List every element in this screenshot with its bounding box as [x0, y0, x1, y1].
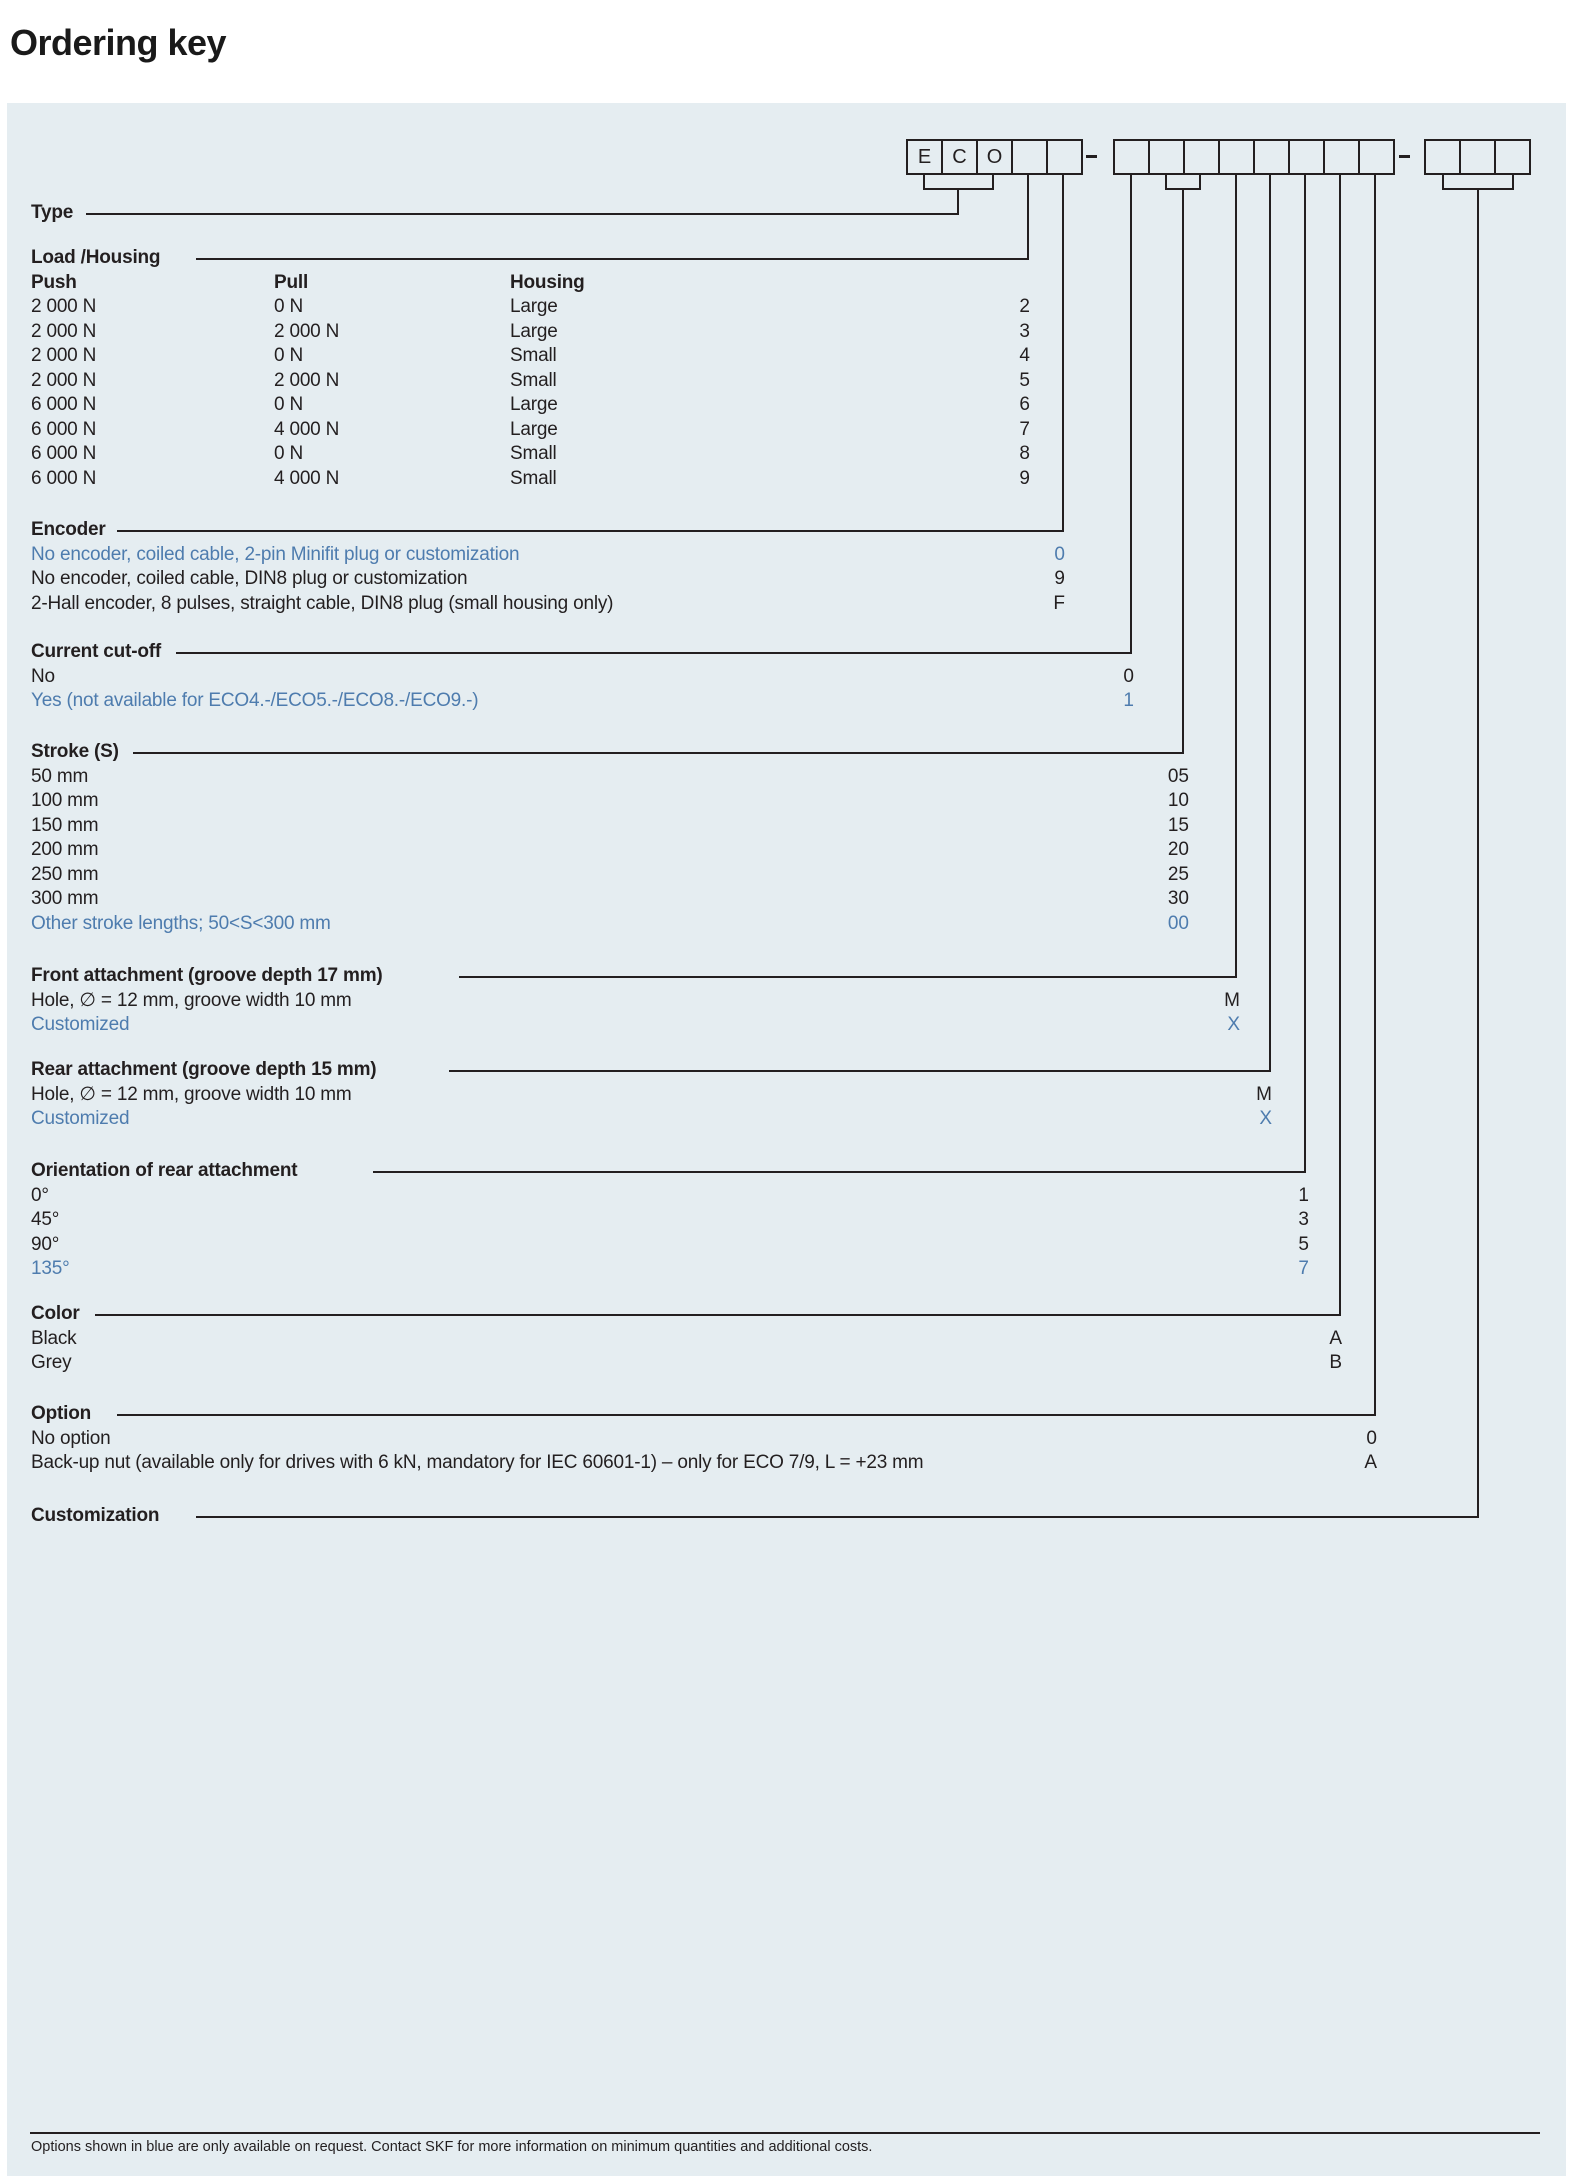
code-value: B [1329, 1352, 1342, 1373]
table-cell-pull: 4 000 N [274, 418, 340, 440]
code-value: 0 [1366, 1427, 1377, 1449]
page-title: Ordering key [10, 22, 227, 63]
option-row: Customized [31, 1108, 130, 1129]
code-value: M [1224, 989, 1240, 1011]
code-value: 3 [1019, 320, 1030, 342]
front-attachment-line [459, 976, 1237, 978]
section-label: Front attachment (groove depth 17 mm) [31, 965, 383, 986]
table-cell-housing: Large [510, 394, 558, 415]
section-label: Type [31, 202, 74, 223]
section-label: Option [31, 1403, 92, 1424]
footnote-text: Options shown in blue are only available on request. Contact SKF for more information on minimum quantities and additional costs. [31, 2139, 873, 2155]
load-housing-connector [1027, 175, 1029, 258]
table-column-header: Push [31, 271, 77, 293]
table-cell-housing: Large [510, 418, 558, 440]
code-value: 4 [1019, 345, 1030, 366]
option-row: Customized [31, 1014, 130, 1035]
code-value: 7 [1298, 1258, 1309, 1279]
section-load_housing [31, 246, 585, 491]
code-value: X [1227, 1014, 1240, 1035]
code-value: A [1329, 1327, 1342, 1349]
separator-dash [1399, 155, 1410, 158]
code-value: 8 [1019, 443, 1030, 464]
code-column [1307, 1427, 1377, 1476]
code-value: 6 [1019, 394, 1030, 415]
table-column-header: Housing [510, 271, 585, 293]
code-box-cell [1148, 139, 1185, 175]
section-label: Load /Housing [31, 247, 161, 268]
code-value: 05 [1167, 765, 1189, 787]
color-line [95, 1314, 1341, 1316]
code-box-group1 [906, 139, 1083, 175]
option-row: 45° [31, 1209, 60, 1230]
orientation-line [373, 1171, 1306, 1173]
code-value: 9 [1054, 568, 1065, 589]
table-cell-housing: Small [510, 467, 557, 489]
orientation-connector [1304, 175, 1306, 1171]
code-value: A [1364, 1452, 1377, 1473]
table-row [31, 393, 558, 418]
section-customization [31, 1504, 159, 1529]
type-bracket-tick [992, 175, 994, 189]
code-value: 00 [1167, 912, 1189, 934]
option-connector [1374, 175, 1376, 1414]
code-box-cell: C [941, 139, 978, 175]
code-box-cell [1494, 139, 1531, 175]
code-value: 0 [1054, 543, 1065, 565]
option-row: Back-up nut (available only for drives with 6 kN, mandatory for IEC 60601-1) – only for ECO 7/9, L = +23 mm [31, 1452, 924, 1473]
option-row: 100 mm [31, 790, 99, 811]
code-box-cell [1424, 139, 1461, 175]
option-row: No encoder, coiled cable, DIN8 plug or customization [31, 568, 468, 589]
customization-stem [1477, 188, 1479, 1516]
table-cell-housing: Small [510, 443, 557, 464]
option-row: 90° [31, 1233, 60, 1255]
table-row [31, 344, 557, 369]
table-cell-push: 6 000 N [31, 394, 97, 415]
code-box-cell [1046, 139, 1083, 175]
separator-dash [1086, 155, 1097, 158]
option-row: 50 mm [31, 765, 89, 787]
option-row: Black [31, 1327, 77, 1349]
table-cell-housing: Small [510, 369, 557, 391]
table-cell-pull: 0 N [274, 296, 303, 317]
type-stem [957, 188, 959, 213]
option-row: Hole, ∅ = 12 mm, groove width 10 mm [31, 989, 352, 1011]
code-box-cell [1459, 139, 1496, 175]
table-row [31, 467, 557, 492]
section-color [31, 1302, 80, 1376]
code-box-cell [1113, 139, 1150, 175]
code-column [960, 295, 1030, 491]
option-row: No encoder, coiled cable, 2-pin Minifit plug or customization [31, 543, 520, 565]
footnote-rule [30, 2132, 1540, 2134]
load-housing-line [196, 258, 1029, 260]
stroke-stem [1182, 188, 1184, 752]
code-value: 25 [1167, 863, 1189, 885]
code-value: 1 [1298, 1184, 1309, 1206]
rear-attachment-line [449, 1070, 1271, 1072]
table-cell-pull: 2 000 N [274, 369, 340, 391]
table-row [31, 442, 557, 467]
option-row: 300 mm [31, 888, 99, 909]
code-box-cell [1288, 139, 1325, 175]
code-value: 1 [1123, 690, 1134, 711]
option-row: Other stroke lengths; 50<S<300 mm [31, 912, 331, 934]
customization-bracket-tick [1512, 175, 1514, 189]
code-box-cell [1011, 139, 1048, 175]
section-front_attachment [31, 964, 383, 1038]
table-header-row [31, 271, 585, 296]
code-column [995, 543, 1065, 617]
section-label: Orientation of rear attachment [31, 1160, 298, 1181]
code-box-group2 [1113, 139, 1395, 175]
type-line [86, 213, 959, 215]
option-row: 2-Hall encoder, 8 pulses, straight cable, DIN8 plug (small housing only) [31, 592, 614, 614]
code-column [1239, 1184, 1309, 1282]
code-box-cell [1323, 139, 1360, 175]
table-cell-push: 6 000 N [31, 443, 97, 464]
section-label: Color [31, 1303, 80, 1324]
option-row: 200 mm [31, 839, 99, 860]
table-column-header: Pull [274, 271, 309, 293]
code-value: F [1053, 592, 1065, 614]
code-value: 5 [1298, 1233, 1309, 1255]
code-box-group3 [1424, 139, 1531, 175]
code-box-cell: E [906, 139, 943, 175]
table-cell-housing: Large [510, 320, 558, 342]
code-box-cell: O [976, 139, 1013, 175]
code-column [1202, 1083, 1272, 1132]
section-label: Encoder [31, 519, 106, 540]
table-row [31, 418, 558, 443]
stroke-bracket-tick [1199, 175, 1201, 189]
option-row: Grey [31, 1352, 72, 1373]
code-column [1272, 1327, 1342, 1376]
table-cell-push: 6 000 N [31, 467, 97, 489]
code-value: 15 [1167, 814, 1189, 836]
code-value: 5 [1019, 369, 1030, 391]
code-value: X [1259, 1108, 1272, 1129]
option-row: Hole, ∅ = 12 mm, groove width 10 mm [31, 1083, 352, 1105]
rear-attachment-connector [1269, 175, 1271, 1070]
table-row [31, 369, 557, 394]
option-row: 150 mm [31, 814, 99, 836]
table-cell-housing: Large [510, 296, 558, 317]
section-rear_attachment [31, 1058, 376, 1132]
section-option [31, 1402, 923, 1476]
section-label: Customization [31, 1505, 160, 1526]
code-box-cell [1253, 139, 1290, 175]
front-attachment-connector [1235, 175, 1237, 976]
table-cell-pull: 2 000 N [274, 320, 340, 342]
table-row [31, 320, 558, 345]
code-column [1119, 765, 1189, 937]
code-column [1064, 665, 1134, 714]
option-row: 250 mm [31, 863, 99, 885]
current-cutoff-connector [1130, 175, 1132, 652]
customization-bracket-tick [1442, 175, 1444, 189]
section-stroke [31, 740, 331, 936]
code-value: 9 [1019, 467, 1030, 489]
code-value: M [1256, 1083, 1272, 1105]
section-orientation [31, 1159, 297, 1282]
table-row [31, 295, 558, 320]
table-cell-push: 2 000 N [31, 296, 97, 317]
code-value: 7 [1019, 418, 1030, 440]
section-label: Stroke (S) [31, 741, 119, 762]
table-cell-housing: Small [510, 345, 557, 366]
code-column [1170, 989, 1240, 1038]
code-value: 20 [1167, 839, 1189, 860]
section-label: Current cut-off [31, 641, 161, 662]
stroke-bracket-tick [1165, 175, 1167, 189]
option-row: No [31, 665, 55, 687]
ordering-key-panel [7, 103, 1566, 2176]
option-row: Yes (not available for ECO4.-/ECO5.-/ECO8.-/ECO9.-) [31, 690, 479, 711]
code-box-cell [1218, 139, 1255, 175]
code-value: 2 [1019, 296, 1030, 317]
code-value: 10 [1167, 790, 1189, 811]
section-label: Rear attachment (groove depth 15 mm) [31, 1059, 377, 1080]
customization-line [196, 1516, 1479, 1518]
section-encoder [31, 518, 613, 616]
table-cell-pull: 0 N [274, 394, 303, 415]
code-value: 3 [1298, 1209, 1309, 1230]
section-current_cutoff [31, 640, 478, 714]
option-row: 135° [31, 1258, 70, 1279]
table-cell-pull: 4 000 N [274, 467, 340, 489]
code-value: 0 [1123, 665, 1134, 687]
code-box-cell [1358, 139, 1395, 175]
option-row: 0° [31, 1184, 49, 1206]
table-cell-push: 2 000 N [31, 369, 97, 391]
code-value: 30 [1167, 888, 1189, 909]
table-cell-push: 2 000 N [31, 345, 97, 366]
option-row: No option [31, 1427, 111, 1449]
table-cell-pull: 0 N [274, 443, 303, 464]
encoder-connector [1062, 175, 1064, 530]
code-box-cell [1183, 139, 1220, 175]
table-cell-push: 2 000 N [31, 320, 97, 342]
color-connector [1339, 175, 1341, 1314]
table-cell-push: 6 000 N [31, 418, 97, 440]
table-cell-pull: 0 N [274, 345, 303, 366]
section-type [31, 201, 73, 226]
type-bracket-tick [923, 175, 925, 189]
